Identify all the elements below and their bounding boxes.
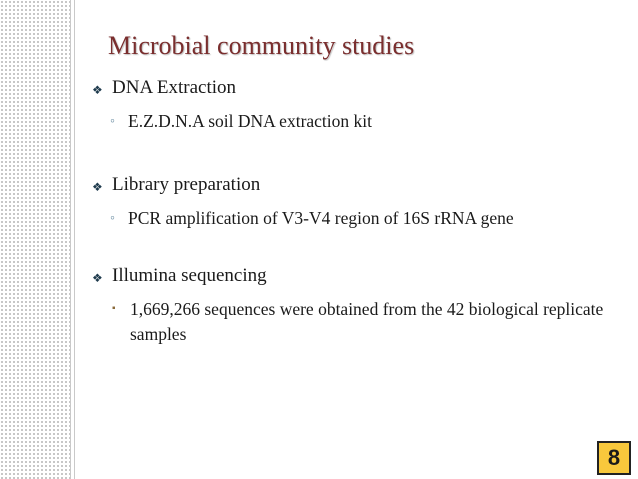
diamond-bullet-icon: ❖ — [92, 83, 103, 97]
sub-bullet-extraction-kit: E.Z.D.N.A soil DNA extraction kit — [128, 111, 373, 131]
slide-title: Microbial community studies — [108, 31, 415, 60]
bullet-dna-extraction: DNA Extraction — [112, 77, 237, 98]
vertical-rule-outer — [70, 0, 71, 479]
ring-bullet-icon: ◦ — [110, 211, 115, 226]
sub-bullet-sequences-obtained: 1,669,266 sequences were obtained from the 42 biological replicate samples — [130, 299, 604, 344]
page-number-badge: 8 — [597, 441, 631, 475]
bullet-library-preparation: Library preparation — [112, 174, 261, 195]
diamond-bullet-icon: ❖ — [92, 271, 103, 285]
dotted-side-panel — [0, 0, 70, 479]
dot-bullet-icon: ▪ — [112, 303, 116, 314]
bullet-illumina-sequencing: Illumina sequencing — [112, 265, 267, 286]
sub-bullet-pcr-amplification: PCR amplification of V3-V4 region of 16S rRNA gene — [128, 208, 514, 228]
vertical-rule-inner — [74, 0, 75, 479]
ring-bullet-icon: ◦ — [110, 114, 115, 129]
diamond-bullet-icon: ❖ — [92, 180, 103, 194]
